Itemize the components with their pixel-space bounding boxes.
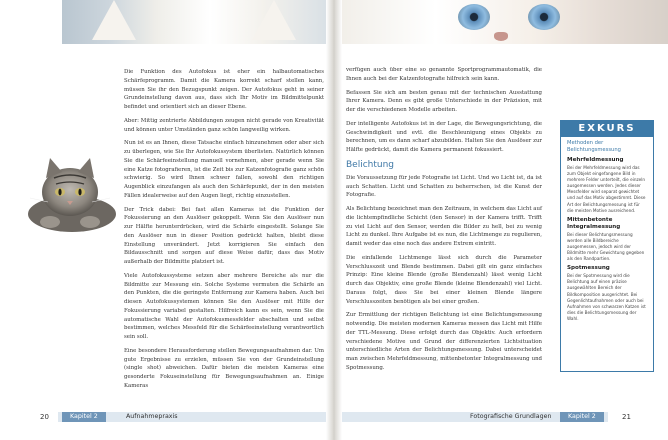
section-title: Fotografische Grundlagen	[470, 413, 552, 420]
cat-eye-right	[528, 4, 560, 30]
cat-eye-left	[458, 4, 490, 30]
paragraph: Zur Ermittlung der richtigen Belichtung ist eine Belichtungsmessung notwendig. Die meisten modernen Kameras messen das Licht mit Hilfe der TTL-Messung. Diese erfolgt durch das Objektiv. Auch erfordern verschiedene Motive und Grund der differenzierten Lichtsituation unterschiedliche Arten der Belichtungsmessung. Dabei unterscheidet man zwischen Mehrfeldmessung, mittenbetonter Integralmessung und Spotmessung.	[346, 312, 542, 371]
right-footer	[336, 412, 668, 422]
paragraph: Der Trick dabei: Bei fast allen Kameras ist die Funktion der Fokussierung an den Auslöser gekoppelt. Wenn Sie den Auslöser nun zur Hälfte herunterdrücken, wird die Schärfe eingestellt. Solange Sie den Auslöser nun in dieser Position gedrückt halten, bleibt diese Einstellung unverändert. Jetzt korrigieren Sie einfach den Bildausschnitt und sorgen auf diese Weise dafür, dass das Motiv außerhalb der Bildmitte platziert ist.	[124, 206, 324, 265]
paragraph: Nun ist es an Ihnen, diese Tatsache einfach hinzunehmen oder aber sich zu überlegen, wie Sie Ihr Autofokussystem überlisten. Natürlich können Sie die Schärfeeinstellung manuell vornehmen, aber gerade wenn Sie eine Katze fotografieren, ist die Zeit bis zur Katzenfotografie ganz schön schwierig. So wird Ihnen schwer fallen, sowohl den richtigen Augenblick einzufangen als auch den Schärfepunkt, der in den meisten Fällen idealerweise auf den Augen liegt, richtig einzustellen.	[124, 140, 324, 199]
exkurs-sidebar	[560, 120, 654, 372]
left-footer	[0, 412, 332, 422]
cat-photo-top-right	[336, 0, 668, 44]
section-title: Aufnahmepraxis	[126, 413, 178, 420]
paragraph: Die Funktion des Autofokus ist eher ein halbautomatisches Schärfeprogramm. Damit die Kamera korrekt scharf stellen kann, müssen Sie ihr den Bezugspunkt zeigen. Der Autofokus geht in seiner Grundeinstellung davon aus, dass sich Ihr Motiv im Bildmittelpunkt befindet und orientiert sich an dieser Ebene.	[124, 69, 324, 110]
paragraph: Viele Autofokussysteme setzen aber mehrere Bereiche als nur die Bildmitte zur Messung ein. Solche Systeme vermuten die Schärfe an den Punkten, die die geringste Entfernung zur Kamera haben. Auch bei diesen Autofokussystemen können Sie den Auslöser mit Hilfe der Fokussierung variabel gestalten. Hilfreich kann es sein, wenn Sie die automatische Wahl der Autofokusmessfelder abschalten und selbst bestimmen, welches Messfeld für die Schärfeeinstellung verantwortlich sein soll.	[124, 272, 324, 340]
page-number: 21	[622, 413, 631, 421]
left-text-column	[124, 68, 324, 396]
cat-ear-left	[92, 0, 136, 40]
exkurs-item-text: Bei der Mehrfeldmessung wird das zum Objekt eingefangene Bild in mehrere Felder unterteilt, die einzeln ausgemessen werden. Jedes dieser Messfelder wird separat gewichtet und auf das Motiv abgestimmt. Diese Art der Belichtungsmessung ist für die meisten Motive ausreichend.	[567, 165, 646, 213]
exkurs-item-text: Bei der Spotmessung wird die Belichtung auf einen präzise ausgewählten Bereich der Bildkomposition ausgerichtet. Bei Gegenlichtaufnahmen oder auch bei Aufnahmen von schwarzen Katzen ist dies die Belichtungsmessung der Wahl.	[567, 273, 646, 321]
right-text-column	[346, 66, 542, 378]
exkurs-item-heading: Mittenbetonte Integralmessung	[567, 216, 621, 230]
left-page	[0, 0, 332, 440]
paragraph: Aber: Mittig zentrierte Abbildungen zeugen nicht gerade von Kreativität und können unter Umständen ganz schön langweilig wirken.	[124, 117, 324, 133]
paragraph: Befassen Sie sich am besten genau mit der technischen Ausstattung Ihrer Kamera. Denn es gibt große Unterschiede in der Präzision, mit der die verschiedenen Modelle arbeiten.	[346, 89, 542, 113]
chapter-tab: Kapitel 2	[62, 412, 106, 422]
exkurs-title: EXKURS	[561, 121, 653, 137]
paragraph: Die einfallende Lichtmenge lässt sich durch die Parameter Verschlusszeit und Blende bestimmen. Dabei gilt ein ganz einfaches Prinzip: Eine kleine Blende (große Blendenzahl) lässt wenig Licht durch das Objektiv, eine große Blende (kleine Blendenzahl) viel Licht. Daraus folgt, dass Sie bei einer kleinen Blende längere Verschlusszeiten benötigen als bei einer großen.	[346, 254, 542, 305]
page-number: 20	[40, 413, 49, 421]
paragraph: Als Belichtung bezeichnet man den Zeitraum, in welchem das Licht auf die lichtempfindliche Schicht (den Sensor) in der Kamera trifft. Trifft zu viel Licht auf den Sensor, werden die Bilder zu hell, bei zu wenig Licht zu dunkel. Ihre Aufgabe ist es nun, die Lichtmenge zu regulieren, damit weder das eine noch das andere Extrem eintritt.	[346, 206, 542, 247]
paragraph: Der intelligente Autofokus ist in der Lage, die Bewegungsrichtung, die Geschwindigkeit und evtl. die Beschleunigung eines Objekts zu berechnen, um es dann scharf abzubilden. Halten Sie den Auslöser zur Hälfte gedrückt, damit die Kamera permanent fokussiert.	[346, 120, 542, 153]
paragraph: verfügen auch über eine so genannte Sportprogrammautomatik, die Ihnen auch bei der Katzenfotografie hilfreich sein kann.	[346, 67, 542, 82]
cat-nose	[494, 32, 508, 41]
section-heading: Belichtung	[346, 159, 395, 170]
tabby-cat-photo	[20, 156, 118, 234]
exkurs-item-text: Bei dieser Belichtungsmessung werden alle Bildbereiche ausgemessen, jedoch wird der Bildmitte mehr Gewichtung gegeben als den Randpartien.	[567, 231, 645, 262]
cat-ear-right	[252, 0, 296, 40]
paragraph: Eine besondere Herausforderung stellen Bewegungsaufnahmen dar. Um gute Ergebnisse zu erzielen, müssen Sie von der Grundeinstellung (single shot) abweichen. Dafür bieten die meisten Kameras eine gesonderte Fokuseinstellung für Bewegungsaufnahmen an. Einige Kameras	[124, 347, 324, 389]
exkurs-body	[561, 137, 653, 328]
book-gutter	[326, 0, 342, 440]
exkurs-subtitle: Methoden der Belichtungsmessung	[567, 140, 621, 153]
chapter-tab: Kapitel 2	[560, 412, 604, 422]
exkurs-item-heading: Mehrfeldmessung	[567, 157, 624, 163]
right-page	[336, 0, 668, 440]
paragraph: Die Voraussetzung für jede Fotografie ist Licht. Und wo Licht ist, da ist auch Schatten. Licht und Schatten zu beherrschen, ist die Kunst der Fotografie.	[346, 174, 542, 199]
exkurs-item-heading: Spotmessung	[567, 265, 610, 272]
cat-photo-top-left	[62, 0, 332, 44]
